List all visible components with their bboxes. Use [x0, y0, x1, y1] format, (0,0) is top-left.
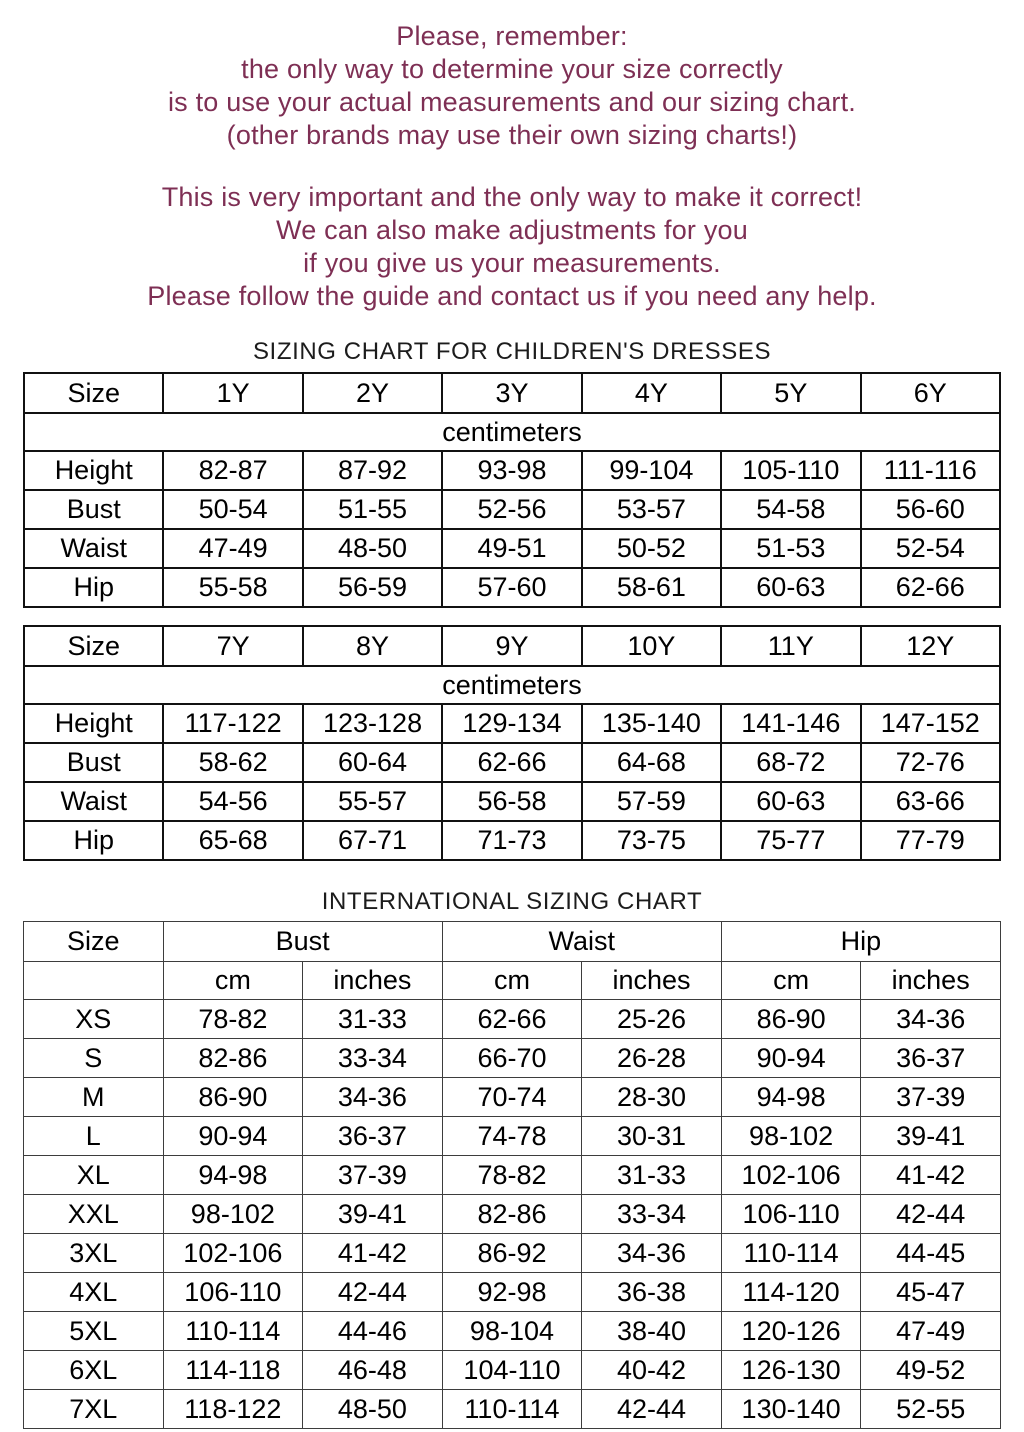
measurement-value-cell: 42-44 — [303, 1273, 443, 1312]
measurement-value-cell: 102-106 — [163, 1234, 303, 1273]
size-row — [24, 1195, 1001, 1234]
measurement-value-cell: 114-120 — [721, 1273, 861, 1312]
measurement-value-cell: 52-56 — [442, 490, 581, 529]
intro-note — [23, 20, 1001, 313]
measurement-value-cell: 92-98 — [442, 1273, 582, 1312]
measurement-label-cell: Waist — [24, 782, 163, 821]
measurement-value-cell: 77-79 — [861, 821, 1000, 860]
size-label-cell: 4XL — [24, 1273, 164, 1312]
unit-header-cell: inches — [582, 962, 722, 1000]
measurement-value-cell: 55-57 — [303, 782, 442, 821]
children-sizing-table-1 — [23, 372, 1001, 608]
measurement-value-cell: 50-52 — [582, 529, 721, 568]
size-label-cell: 5XL — [24, 1312, 164, 1351]
measurement-value-cell: 45-47 — [861, 1273, 1001, 1312]
international-table-body — [24, 922, 1001, 1429]
size-label-cell: L — [24, 1117, 164, 1156]
measurement-value-cell: 87-92 — [303, 451, 442, 490]
measurement-value-cell: 28-30 — [582, 1078, 722, 1117]
measurement-value-cell: 67-71 — [303, 821, 442, 860]
paragraph-gap — [23, 152, 1001, 181]
measurement-row — [24, 529, 1000, 568]
size-header-cell: Size — [24, 626, 163, 666]
measurement-value-cell: 123-128 — [303, 704, 442, 743]
measurement-value-cell: 41-42 — [303, 1234, 443, 1273]
size-label-cell: 6XL — [24, 1351, 164, 1390]
size-header-row — [24, 626, 1000, 666]
measurement-value-cell: 42-44 — [582, 1390, 722, 1429]
children-table-body — [24, 373, 1000, 607]
measurement-value-cell: 62-66 — [442, 743, 581, 782]
measurement-value-cell: 66-70 — [442, 1039, 582, 1078]
intro-line: if you give us your measurements. — [303, 248, 721, 278]
measurement-value-cell: 30-31 — [582, 1117, 722, 1156]
measurement-value-cell: 52-54 — [861, 529, 1000, 568]
measurement-value-cell: 56-58 — [442, 782, 581, 821]
measurement-value-cell: 48-50 — [303, 529, 442, 568]
measurement-label-cell: Hip — [24, 568, 163, 607]
measurement-value-cell: 51-55 — [303, 490, 442, 529]
unit-header-cell: inches — [303, 962, 443, 1000]
measurement-value-cell: 73-75 — [582, 821, 721, 860]
measurement-value-cell: 65-68 — [163, 821, 302, 860]
measurement-value-cell: 98-102 — [163, 1195, 303, 1234]
measurement-label-cell: Bust — [24, 743, 163, 782]
measurement-value-cell: 68-72 — [721, 743, 860, 782]
measurement-row — [24, 821, 1000, 860]
measurement-label-cell: Hip — [24, 821, 163, 860]
measurement-value-cell: 51-53 — [721, 529, 860, 568]
measurement-value-cell: 57-60 — [442, 568, 581, 607]
measurement-value-cell: 33-34 — [582, 1195, 722, 1234]
measurement-value-cell: 34-36 — [303, 1078, 443, 1117]
size-column-header-cell: 6Y — [861, 373, 1000, 413]
size-column-header-cell: 5Y — [721, 373, 860, 413]
measurement-value-cell: 82-87 — [163, 451, 302, 490]
measurement-value-cell: 40-42 — [582, 1351, 722, 1390]
measurement-value-cell: 94-98 — [163, 1156, 303, 1195]
measurement-value-cell: 54-56 — [163, 782, 302, 821]
size-header-row — [24, 373, 1000, 413]
measurement-value-cell: 120-126 — [721, 1312, 861, 1351]
measurement-value-cell: 44-46 — [303, 1312, 443, 1351]
children-table-body — [24, 626, 1000, 860]
measurement-value-cell: 110-114 — [442, 1390, 582, 1429]
measurement-value-cell: 118-122 — [163, 1390, 303, 1429]
measurement-value-cell: 58-62 — [163, 743, 302, 782]
measurement-value-cell: 39-41 — [861, 1117, 1001, 1156]
intro-line: Please, remember: — [396, 21, 628, 51]
size-column-header-cell: 1Y — [163, 373, 302, 413]
measurement-value-cell: 106-110 — [163, 1273, 303, 1312]
measurement-value-cell: 105-110 — [721, 451, 860, 490]
measurement-value-cell: 58-61 — [582, 568, 721, 607]
measurement-value-cell: 60-64 — [303, 743, 442, 782]
measurement-value-cell: 129-134 — [442, 704, 581, 743]
measurement-value-cell: 114-118 — [163, 1351, 303, 1390]
size-row — [24, 1000, 1001, 1039]
measurement-value-cell: 44-45 — [861, 1234, 1001, 1273]
measurement-value-cell: 110-114 — [163, 1312, 303, 1351]
size-column-header-cell: 11Y — [721, 626, 860, 666]
size-row — [24, 1351, 1001, 1390]
measurement-value-cell: 46-48 — [303, 1351, 443, 1390]
measurement-value-cell: 75-77 — [721, 821, 860, 860]
measurement-value-cell: 49-51 — [442, 529, 581, 568]
measurement-value-cell: 135-140 — [582, 704, 721, 743]
measurement-value-cell: 104-110 — [442, 1351, 582, 1390]
empty-corner-cell — [24, 962, 164, 1000]
measurement-value-cell: 26-28 — [582, 1039, 722, 1078]
measurement-value-cell: 60-63 — [721, 568, 860, 607]
size-label-cell: M — [24, 1078, 164, 1117]
measurement-value-cell: 47-49 — [163, 529, 302, 568]
measurement-value-cell: 38-40 — [582, 1312, 722, 1351]
size-label-cell: S — [24, 1039, 164, 1078]
measurement-value-cell: 31-33 — [582, 1156, 722, 1195]
intro-line: Please follow the guide and contact us if you need any help. — [147, 281, 877, 311]
size-row — [24, 1234, 1001, 1273]
measurement-value-cell: 33-34 — [303, 1039, 443, 1078]
measurement-value-cell: 39-41 — [303, 1195, 443, 1234]
measurement-value-cell: 47-49 — [861, 1312, 1001, 1351]
size-column-header-cell: 2Y — [303, 373, 442, 413]
measurement-value-cell: 99-104 — [582, 451, 721, 490]
international-chart-title: INTERNATIONAL SIZING CHART — [321, 888, 703, 915]
size-row — [24, 1312, 1001, 1351]
measurement-value-cell: 78-82 — [442, 1156, 582, 1195]
intro-line: is to use your actual measurements and our sizing chart. — [167, 87, 857, 117]
measurement-value-cell: 56-59 — [303, 568, 442, 607]
measurement-value-cell: 141-146 — [721, 704, 860, 743]
unit-header-cell: cm — [721, 962, 861, 1000]
measurement-value-cell: 37-39 — [861, 1078, 1001, 1117]
measurement-label-cell: Height — [24, 451, 163, 490]
measurement-value-cell: 63-66 — [861, 782, 1000, 821]
measurement-value-cell: 36-37 — [303, 1117, 443, 1156]
size-label-cell: XS — [24, 1000, 164, 1039]
size-column-header-cell: 3Y — [442, 373, 581, 413]
measurement-value-cell: 48-50 — [303, 1390, 443, 1429]
measurement-label-cell: Waist — [24, 529, 163, 568]
group-header-row — [24, 922, 1001, 962]
size-header-cell: Size — [24, 373, 163, 413]
size-column-header-cell: 12Y — [861, 626, 1000, 666]
size-label-cell: XL — [24, 1156, 164, 1195]
measurement-value-cell: 82-86 — [163, 1039, 303, 1078]
children-chart-title: SIZING CHART FOR CHILDREN'S DRESSES — [252, 338, 772, 365]
measurement-value-cell: 78-82 — [163, 1000, 303, 1039]
measurement-value-cell: 82-86 — [442, 1195, 582, 1234]
measurement-value-cell: 126-130 — [721, 1351, 861, 1390]
group-header-cell: Hip — [721, 922, 1000, 962]
size-label-cell: 3XL — [24, 1234, 164, 1273]
size-column-header-cell: 10Y — [582, 626, 721, 666]
measurement-value-cell: 70-74 — [442, 1078, 582, 1117]
group-header-cell: Waist — [442, 922, 721, 962]
size-column-header-cell: 7Y — [163, 626, 302, 666]
measurement-row — [24, 704, 1000, 743]
measurement-row — [24, 743, 1000, 782]
group-header-cell: Bust — [163, 922, 442, 962]
measurement-row — [24, 568, 1000, 607]
measurement-value-cell: 94-98 — [721, 1078, 861, 1117]
measurement-value-cell: 62-66 — [442, 1000, 582, 1039]
measurement-value-cell: 72-76 — [861, 743, 1000, 782]
measurement-value-cell: 117-122 — [163, 704, 302, 743]
size-label-cell: 7XL — [24, 1390, 164, 1429]
size-column-header-cell: 9Y — [442, 626, 581, 666]
measurement-value-cell: 37-39 — [303, 1156, 443, 1195]
intro-line: This is very important and the only way to make it correct! — [161, 182, 863, 212]
measurement-value-cell: 74-78 — [442, 1117, 582, 1156]
intro-line: the only way to determine your size correctly — [241, 54, 783, 84]
measurement-value-cell: 90-94 — [721, 1039, 861, 1078]
unit-row — [24, 666, 1000, 704]
size-row — [24, 1156, 1001, 1195]
measurement-value-cell: 25-26 — [582, 1000, 722, 1039]
measurement-value-cell: 130-140 — [721, 1390, 861, 1429]
measurement-value-cell: 31-33 — [303, 1000, 443, 1039]
unit-header-cell: inches — [861, 962, 1001, 1000]
measurement-value-cell: 102-106 — [721, 1156, 861, 1195]
measurement-label-cell: Height — [24, 704, 163, 743]
measurement-value-cell: 41-42 — [861, 1156, 1001, 1195]
unit-label-cell: centimeters — [24, 413, 1000, 451]
intro-line: (other brands may use their own sizing charts!) — [226, 120, 798, 150]
measurement-value-cell: 57-59 — [582, 782, 721, 821]
measurement-value-cell: 71-73 — [442, 821, 581, 860]
measurement-value-cell: 86-90 — [163, 1078, 303, 1117]
measurement-value-cell: 111-116 — [861, 451, 1000, 490]
measurement-value-cell: 42-44 — [861, 1195, 1001, 1234]
measurement-value-cell: 110-114 — [721, 1234, 861, 1273]
measurement-value-cell: 98-102 — [721, 1117, 861, 1156]
measurement-value-cell: 50-54 — [163, 490, 302, 529]
size-row — [24, 1039, 1001, 1078]
measurement-value-cell: 86-92 — [442, 1234, 582, 1273]
measurement-value-cell: 86-90 — [721, 1000, 861, 1039]
measurement-row — [24, 782, 1000, 821]
measurement-row — [24, 451, 1000, 490]
children-tables-container — [23, 372, 1001, 861]
size-column-header-cell: 4Y — [582, 373, 721, 413]
intro-line: We can also make adjustments for you — [276, 215, 748, 245]
measurement-value-cell: 36-38 — [582, 1273, 722, 1312]
measurement-value-cell: 93-98 — [442, 451, 581, 490]
measurement-value-cell: 62-66 — [861, 568, 1000, 607]
measurement-value-cell: 49-52 — [861, 1351, 1001, 1390]
measurement-value-cell: 56-60 — [861, 490, 1000, 529]
measurement-value-cell: 147-152 — [861, 704, 1000, 743]
measurement-value-cell: 55-58 — [163, 568, 302, 607]
size-header-cell: Size — [24, 922, 164, 962]
measurement-label-cell: Bust — [24, 490, 163, 529]
measurement-value-cell: 54-58 — [721, 490, 860, 529]
unit-header-cell: cm — [163, 962, 303, 1000]
unit-label-cell: centimeters — [24, 666, 1000, 704]
measurement-value-cell: 52-55 — [861, 1390, 1001, 1429]
measurement-value-cell: 64-68 — [582, 743, 721, 782]
unit-row — [24, 413, 1000, 451]
size-label-cell: XXL — [24, 1195, 164, 1234]
unit-header-cell: cm — [442, 962, 582, 1000]
size-row — [24, 1390, 1001, 1429]
measurement-value-cell: 34-36 — [861, 1000, 1001, 1039]
size-column-header-cell: 8Y — [303, 626, 442, 666]
measurement-value-cell: 34-36 — [582, 1234, 722, 1273]
measurement-value-cell: 90-94 — [163, 1117, 303, 1156]
measurement-row — [24, 490, 1000, 529]
unit-header-row — [24, 962, 1001, 1000]
measurement-value-cell: 53-57 — [582, 490, 721, 529]
size-row — [24, 1273, 1001, 1312]
measurement-value-cell: 36-37 — [861, 1039, 1001, 1078]
measurement-value-cell: 98-104 — [442, 1312, 582, 1351]
measurement-value-cell: 60-63 — [721, 782, 860, 821]
children-sizing-table-2 — [23, 625, 1001, 861]
measurement-value-cell: 106-110 — [721, 1195, 861, 1234]
international-sizing-table — [23, 921, 1001, 1429]
size-row — [24, 1078, 1001, 1117]
size-row — [24, 1117, 1001, 1156]
